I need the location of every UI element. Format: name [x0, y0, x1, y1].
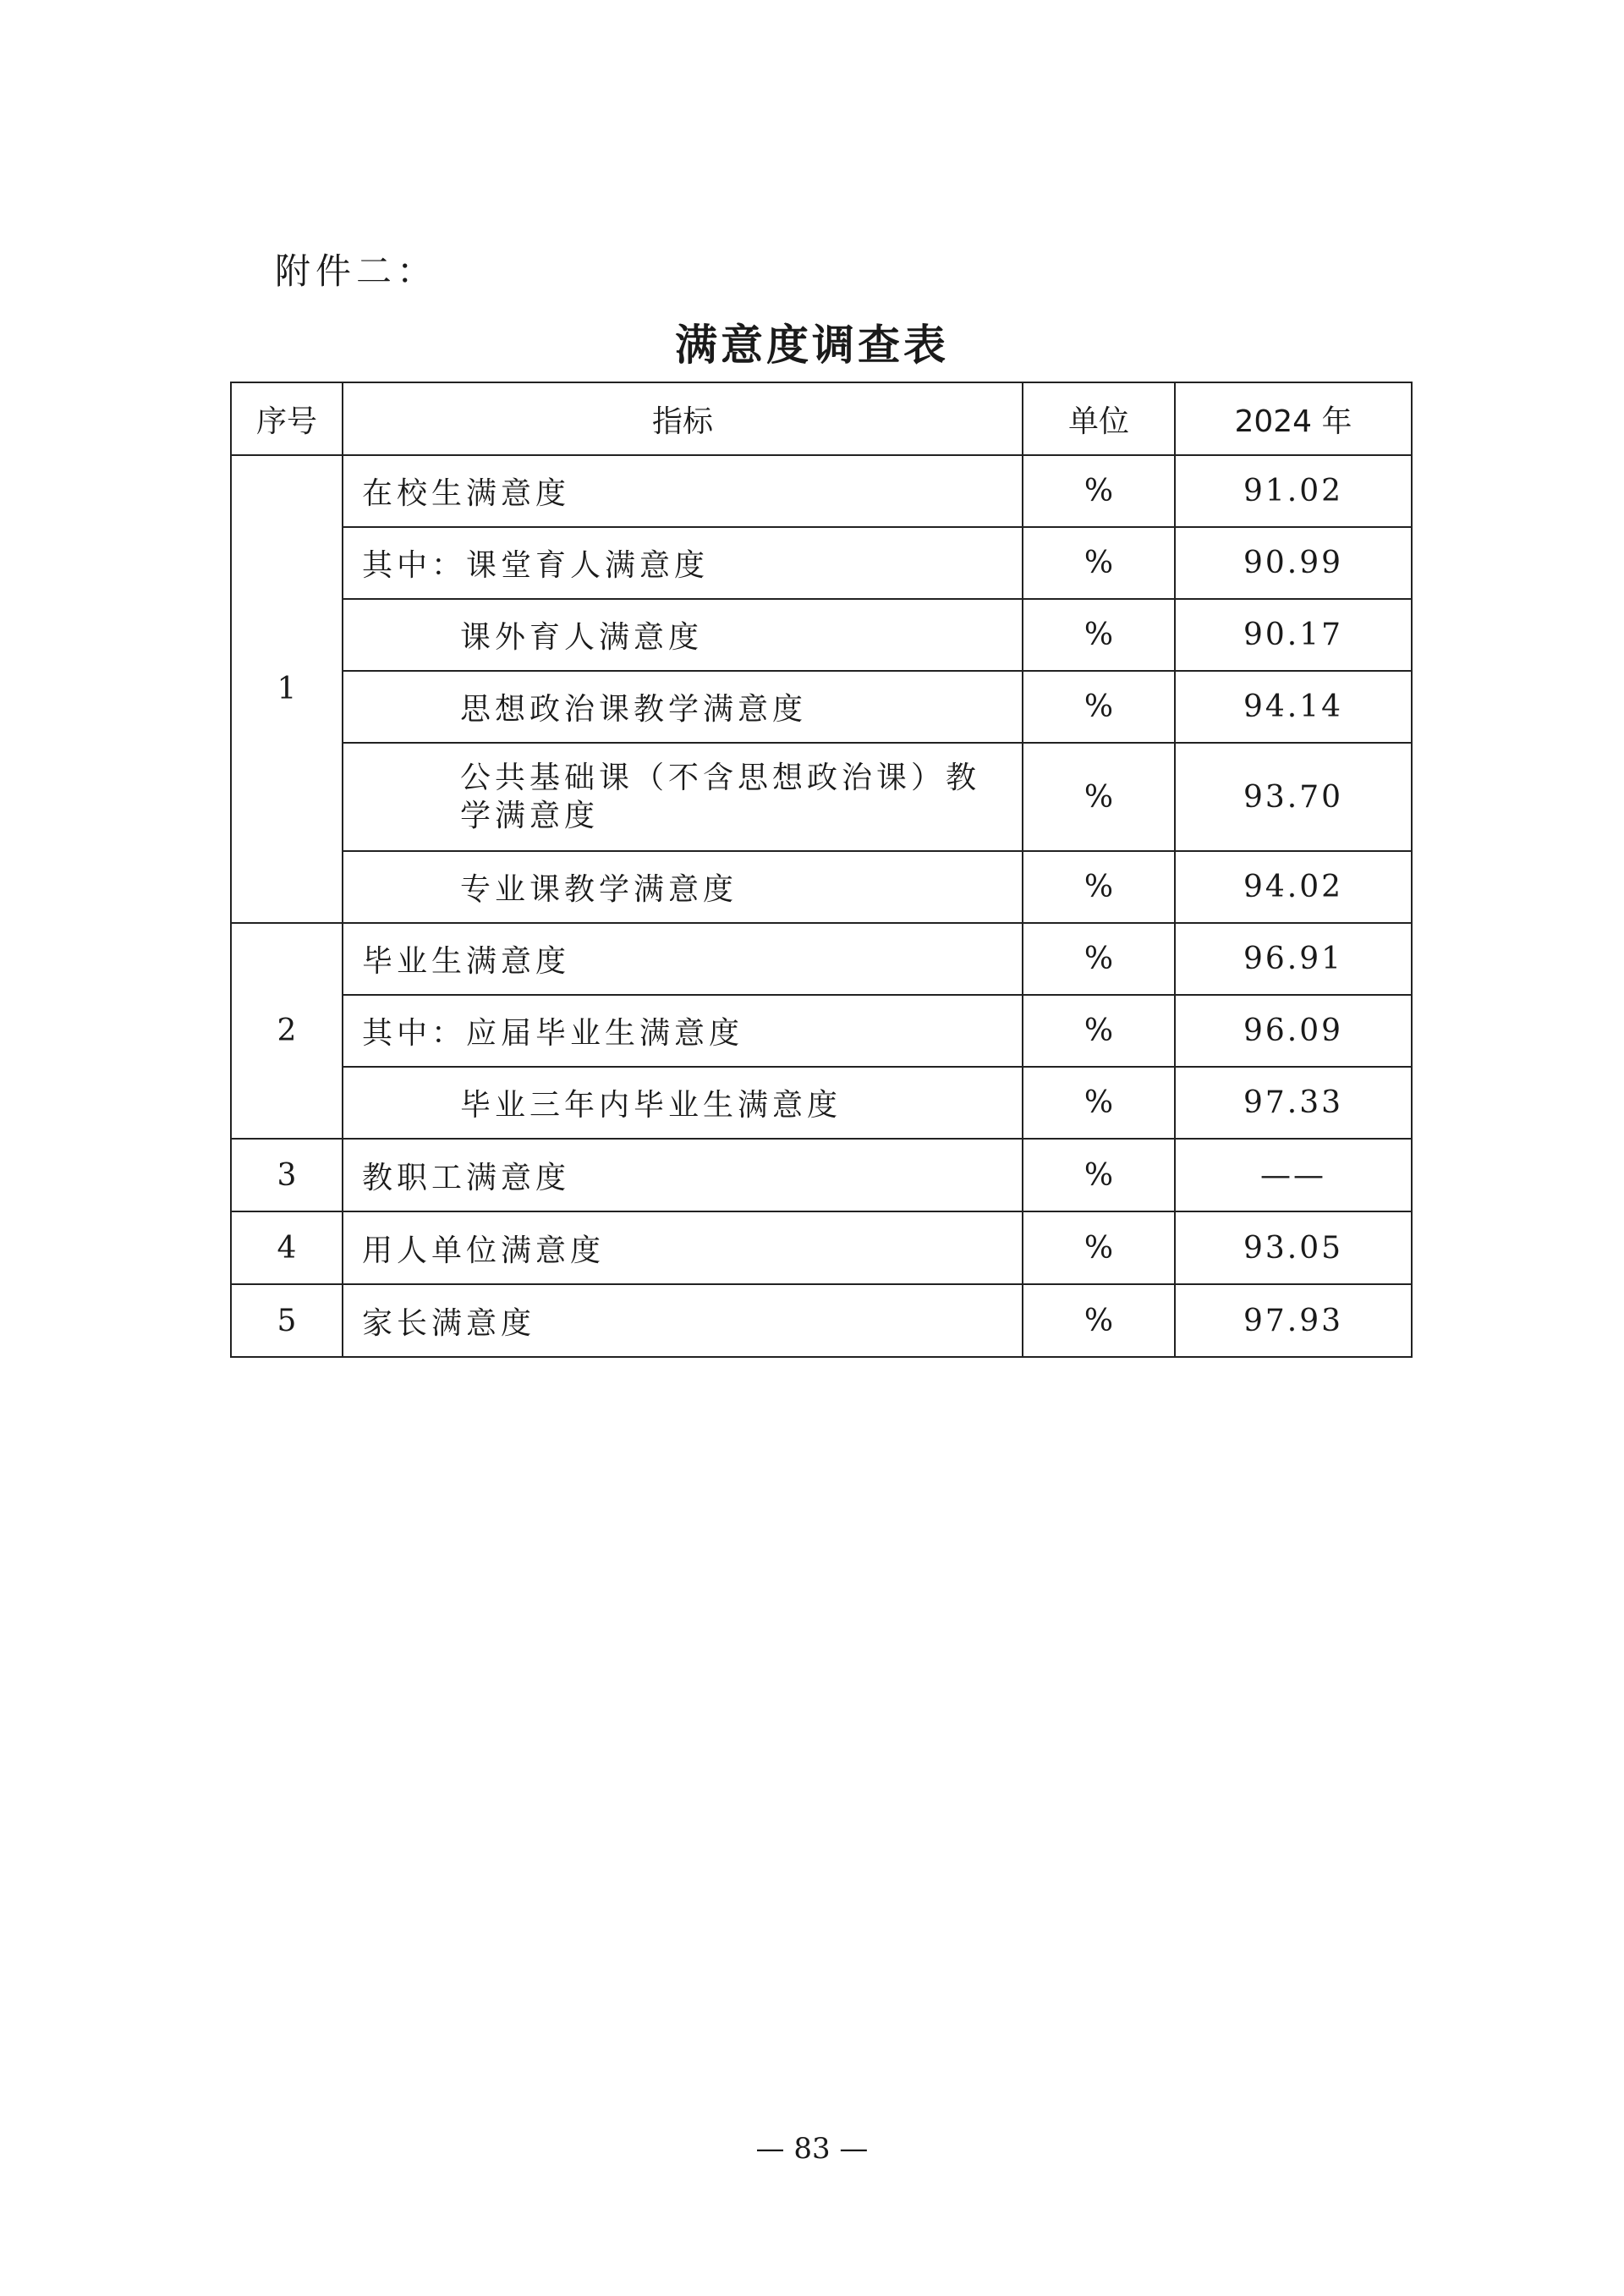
metric-cell: 教职工满意度 — [343, 1139, 1023, 1211]
unit-cell: % — [1023, 743, 1175, 851]
metric-cell: 毕业三年内毕业生满意度 — [343, 1067, 1023, 1139]
table-row — [231, 1139, 1412, 1211]
metric-cell: 其中：课堂育人满意度 — [343, 527, 1023, 599]
satisfaction-table — [230, 382, 1413, 1358]
header-year: 2024 年 — [1175, 382, 1412, 455]
unit-cell: % — [1023, 851, 1175, 923]
metric-cell: 家长满意度 — [343, 1284, 1023, 1357]
unit-cell: % — [1023, 455, 1175, 527]
value-cell: 97.33 — [1175, 1067, 1412, 1139]
table-row — [231, 1211, 1412, 1284]
table-row — [231, 455, 1412, 527]
value-cell: 96.91 — [1175, 923, 1412, 995]
value-cell: —— — [1175, 1139, 1412, 1211]
value-cell: 91.02 — [1175, 455, 1412, 527]
header-unit: 单位 — [1023, 382, 1175, 455]
value-cell: 90.99 — [1175, 527, 1412, 599]
value-cell: 94.14 — [1175, 671, 1412, 743]
table-title: 满意度调查表 — [675, 321, 949, 370]
table-row — [231, 527, 1412, 599]
unit-cell: % — [1023, 671, 1175, 743]
unit-cell: % — [1023, 1067, 1175, 1139]
value-cell: 93.05 — [1175, 1211, 1412, 1284]
unit-cell: % — [1023, 1284, 1175, 1357]
table-row — [231, 599, 1412, 671]
table-row — [231, 995, 1412, 1067]
unit-cell: % — [1023, 1139, 1175, 1211]
metric-cell: 思想政治课教学满意度 — [343, 671, 1023, 743]
seq-cell: 5 — [231, 1284, 343, 1357]
seq-cell: 3 — [231, 1139, 343, 1211]
unit-cell: % — [1023, 923, 1175, 995]
metric-cell: 用人单位满意度 — [343, 1211, 1023, 1284]
table-row — [231, 923, 1412, 995]
unit-cell: % — [1023, 995, 1175, 1067]
seq-cell: 4 — [231, 1211, 343, 1284]
header-metric: 指标 — [343, 382, 1023, 455]
value-cell: 96.09 — [1175, 995, 1412, 1067]
metric-cell: 其中：应届毕业生满意度 — [343, 995, 1023, 1067]
table-row — [231, 671, 1412, 743]
unit-cell: % — [1023, 1211, 1175, 1284]
table-row — [231, 1067, 1412, 1139]
page-number: — 83 — — [755, 2132, 869, 2166]
value-cell: 97.93 — [1175, 1284, 1412, 1357]
unit-cell: % — [1023, 599, 1175, 671]
header-seq: 序号 — [231, 382, 343, 455]
seq-cell: 2 — [231, 923, 343, 1139]
table-header-row — [231, 382, 1412, 455]
table-row — [231, 851, 1412, 923]
value-cell: 93.70 — [1175, 743, 1412, 851]
metric-cell: 专业课教学满意度 — [343, 851, 1023, 923]
attachment-label: 附件二： — [275, 250, 438, 292]
unit-cell: % — [1023, 527, 1175, 599]
metric-cell: 公共基础课（不含思想政治课）教学满意度 — [343, 743, 1023, 851]
seq-cell: 1 — [231, 455, 343, 923]
value-cell: 90.17 — [1175, 599, 1412, 671]
table-row — [231, 743, 1412, 851]
value-cell: 94.02 — [1175, 851, 1412, 923]
metric-cell: 课外育人满意度 — [343, 599, 1023, 671]
metric-cell: 在校生满意度 — [343, 455, 1023, 527]
metric-cell: 毕业生满意度 — [343, 923, 1023, 995]
table-row — [231, 1284, 1412, 1357]
